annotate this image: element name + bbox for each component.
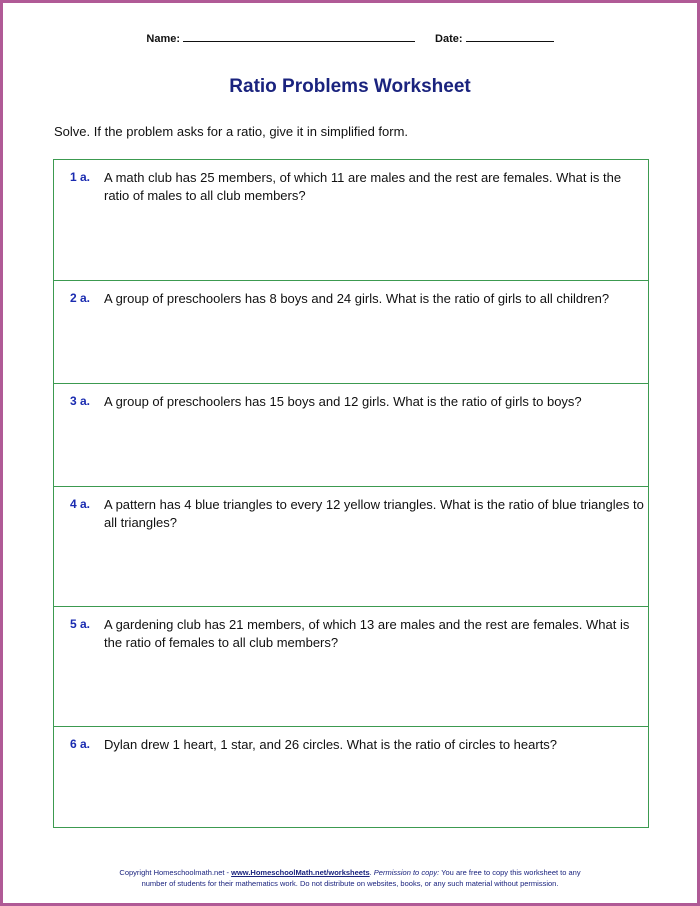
problem-number: 2 a. — [70, 291, 91, 305]
name-date-header — [0, 30, 700, 45]
problem-text: A gardening club has 21 members, of which 13 are males and the rest are females. What is the ratio of females to all club members? — [104, 617, 630, 650]
problem-text: A pattern has 4 blue triangles to every 12 yellow triangles. What is the ratio of blue triangles to all triangles? — [104, 497, 644, 530]
footer-copyright: Copyright Homeschoolmath.net - — [119, 868, 232, 877]
problem-number: 6 a. — [70, 737, 91, 751]
footer-permission-text: You are free to copy this worksheet to any — [439, 868, 581, 877]
date-blank-line[interactable] — [466, 30, 554, 42]
problem-number: 5 a. — [70, 617, 91, 631]
footer-permission-label: Permission to copy: — [373, 868, 440, 877]
worksheet-title: Ratio Problems Worksheet — [229, 76, 471, 97]
problem-text: Dylan drew 1 heart, 1 star, and 26 circles. What is the ratio of circles to hearts? — [104, 737, 558, 752]
problem-4[interactable] — [54, 486, 648, 606]
name-label: Name: — [146, 33, 181, 45]
footer-line-2: number of students for their mathematics work. Do not distribute on websites, books, or any such material without permission. — [141, 879, 559, 888]
footer-link[interactable]: www.HomeschoolMath.net/worksheets — [231, 868, 370, 877]
problem-1[interactable] — [54, 160, 648, 280]
name-blank-line[interactable] — [183, 30, 415, 42]
problem-number: 3 a. — [70, 394, 91, 408]
problem-6[interactable] — [54, 726, 648, 827]
problem-text: A math club has 25 members, of which 11 are males and the rest are females. What is the ratio of males to all club members? — [104, 170, 622, 203]
problem-5[interactable] — [54, 606, 648, 726]
copyright-footer — [0, 867, 700, 889]
problems-box — [53, 159, 649, 828]
problem-2[interactable] — [54, 280, 648, 383]
footer-separator: . — [369, 868, 374, 877]
problem-text: A group of preschoolers has 15 boys and 12 girls. What is the ratio of girls to boys? — [104, 394, 582, 409]
date-label: Date: — [435, 33, 463, 45]
problem-number: 4 a. — [70, 497, 91, 511]
problem-number: 1 a. — [70, 170, 91, 184]
instructions-text: Solve. If the problem asks for a ratio, give it in simplified form. — [54, 124, 409, 139]
problem-text: A group of preschoolers has 8 boys and 24 girls. What is the ratio of girls to all children? — [104, 291, 610, 306]
footer-line-1 — [0, 867, 700, 878]
problem-3[interactable] — [54, 383, 648, 486]
